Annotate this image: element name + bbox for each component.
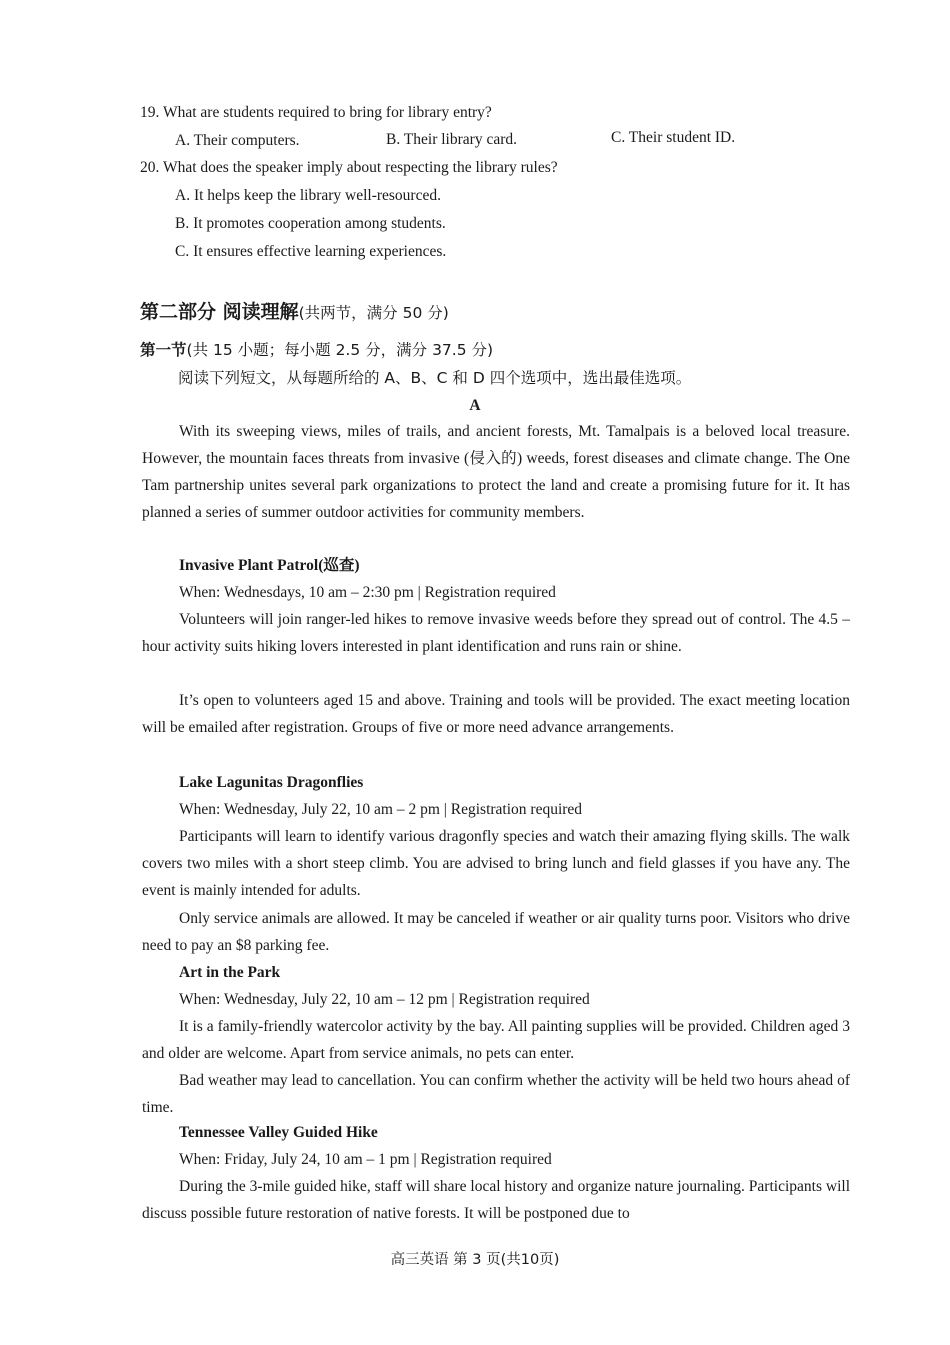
event-4-paragraph-1: During the 3-mile guided hike, staff will share local history and organize nature journaling. Participants will discuss possible future restoration of native forests. It will be postponed due to xyxy=(142,1178,850,1222)
event-2-paragraph-2: Only service animals are allowed. It may be canceled if weather or air quality turns poor. Visitors who drive need to pay an $8 parking fee. xyxy=(142,910,850,954)
event-1-paragraph-1: Volunteers will join ranger-led hikes to remove invasive weeds before they spread out of control. The 4.5 – hour activity suits hiking lovers interested in plant identification and runs rain or shine. xyxy=(142,611,850,655)
question-19-option-c: C. Their student ID. xyxy=(611,129,736,146)
part-2-title: 第二部分 阅读理解 xyxy=(140,301,299,323)
section-1-title: 第一节 xyxy=(140,341,187,359)
section-1-heading xyxy=(140,340,493,360)
event-1-title: Invasive Plant Patrol(巡查) xyxy=(179,557,360,574)
section-1-score: (共 15 小题；每小题 2.5 分，满分 37.5 分) xyxy=(186,341,494,359)
event-2-paragraph-1: Participants will learn to identify various dragonfly species and watch their amazing flying skills. The walk covers two miles with a short steep climb. You are advised to bring lunch and field glasses if you have any. The event is mainly intended for adults. xyxy=(142,828,850,899)
question-20-option-c: C. It ensures effective learning experiences. xyxy=(175,243,447,260)
question-20-stem: 20. What does the speaker imply about respecting the library rules? xyxy=(140,159,558,176)
event-3-title: Art in the Park xyxy=(179,964,281,981)
section-1-instruction: 阅读下列短文，从每题所给的 A、B、C 和 D 四个选项中，选出最佳选项。 xyxy=(178,369,692,387)
part-2-score: (共两节，满分 50 分) xyxy=(298,304,449,322)
event-2-title: Lake Lagunitas Dragonflies xyxy=(179,774,364,791)
event-3-when: When: Wednesday, July 22, 10 am – 12 pm | Registration required xyxy=(179,991,590,1008)
passage-intro: With its sweeping views, miles of trails, and ancient forests, Mt. Tamalpais is a beloved local treasure. However, the mountain faces threats from invasive (侵入的) weeds, forest diseases and climate change. The One Tam partnership unites several park organizations to protect the land and create a promising future for it. It has planned a series of summer outdoor activities for community members. xyxy=(142,423,850,521)
part-2-heading xyxy=(140,300,449,325)
event-4-when: When: Friday, July 24, 10 am – 1 pm | Registration required xyxy=(179,1151,552,1168)
page-footer: 高三英语 第 3 页(共10页) xyxy=(390,1252,560,1268)
event-1-paragraph-2: It’s open to volunteers aged 15 and above. Training and tools will be provided. The exact meeting location will be emailed after registration. Groups of five or more need advance arrangements. xyxy=(142,692,850,736)
question-20-option-a: A. It helps keep the library well-resourced. xyxy=(175,187,441,204)
event-2-when: When: Wednesday, July 22, 10 am – 2 pm | Registration required xyxy=(179,801,583,818)
event-3-paragraph-2: Bad weather may lead to cancellation. You can confirm whether the activity will be held two hours ahead of time. xyxy=(142,1072,850,1116)
event-4-title: Tennessee Valley Guided Hike xyxy=(179,1124,378,1141)
question-19-option-b: B. Their library card. xyxy=(386,131,517,148)
event-1-when: When: Wednesdays, 10 am – 2:30 pm | Registration required xyxy=(179,584,556,601)
question-19-option-a: A. Their computers. xyxy=(175,132,300,149)
passage-letter: A xyxy=(469,397,481,414)
question-19-stem: 19. What are students required to bring for library entry? xyxy=(140,104,492,121)
event-3-paragraph-1: It is a family-friendly watercolor activity by the bay. All painting supplies will be provided. Children aged 3 and older are welcome. Apart from service animals, no pets can enter. xyxy=(142,1018,850,1062)
question-20-option-b: B. It promotes cooperation among students. xyxy=(175,215,446,232)
